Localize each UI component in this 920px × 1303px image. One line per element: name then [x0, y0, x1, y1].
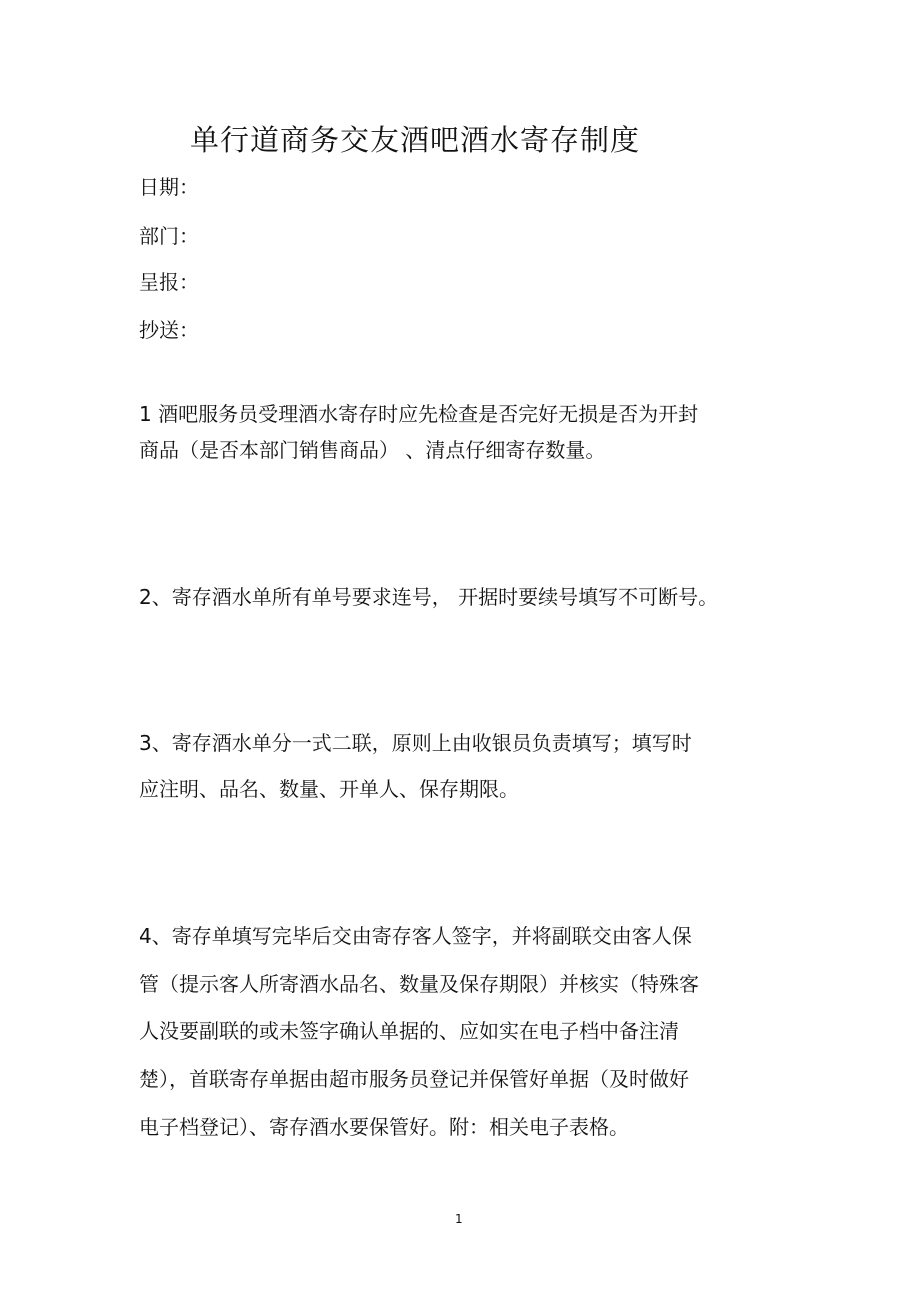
- clause-line: 管（提示客人所寄酒水品名、数量及保存期限）并核实（特殊客: [139, 972, 699, 996]
- clause-line: 应注明、品名、数量、开单人、保存期限。: [139, 777, 519, 801]
- clause-line: 电子档登记）、寄存酒水要保管好。附：相关电子表格。: [139, 1115, 629, 1139]
- clause-line: 2、寄存酒水单所有单号要求连号， 开据时要续号填写不可断号。: [139, 585, 719, 609]
- clause-line: 3、寄存酒水单分一式二联，原则上由收银员负责填写；填写时: [139, 731, 692, 755]
- report-to-label: 呈报：: [139, 270, 199, 294]
- clause-line: 人没要副联的或未签字确认单据的、应如实在电子档中备注清: [139, 1019, 679, 1043]
- clause-line: 商品（是否本部门销售商品） 、清点仔细寄存数量。: [139, 438, 606, 462]
- clause-line: 4、寄存单填写完毕后交由寄存客人签字，并将副联交由客人保: [139, 924, 692, 948]
- clause-line: 楚），首联寄存单据由超市服务员登记并保管好单据（及时做好: [139, 1067, 689, 1091]
- date-label: 日期：: [139, 175, 199, 199]
- clause-line: 1 酒吧服务员受理酒水寄存时应先检查是否完好无损是否为开封: [139, 402, 699, 426]
- page-number: 1: [455, 1212, 463, 1226]
- department-label: 部门：: [139, 224, 199, 248]
- cc-label: 抄送：: [139, 318, 199, 342]
- document-title: 单行道商务交友酒吧酒水寄存制度: [190, 123, 641, 157]
